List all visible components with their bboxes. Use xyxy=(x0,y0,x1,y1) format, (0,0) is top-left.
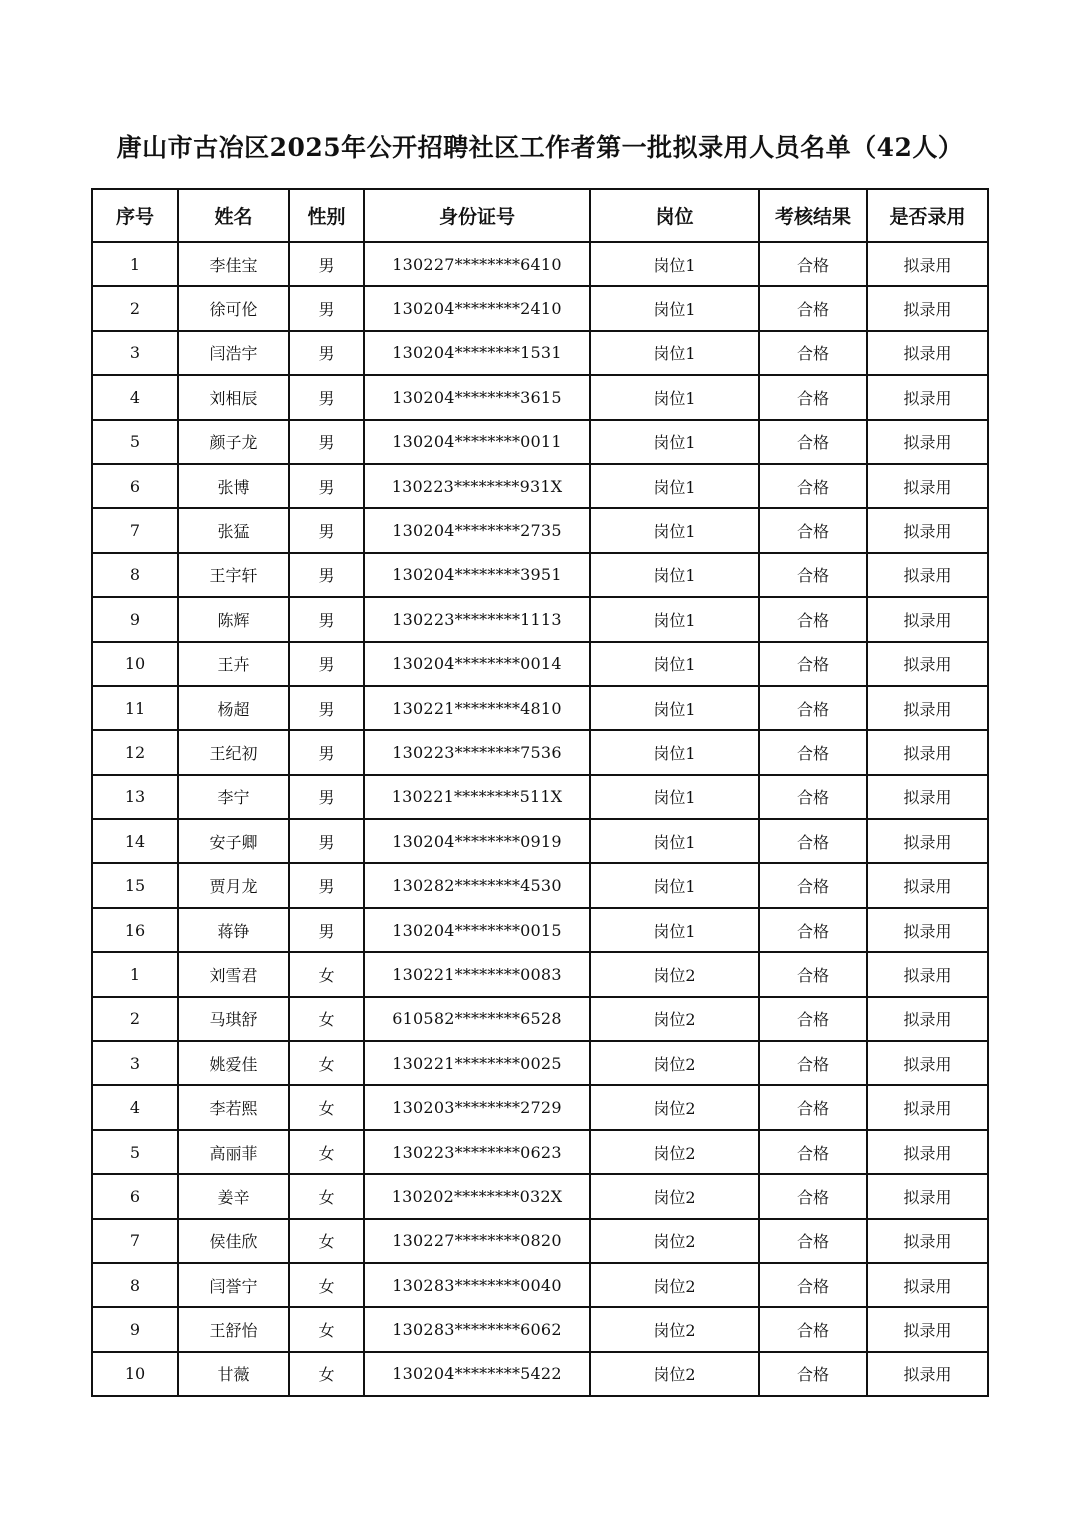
cell-seq: 7 xyxy=(92,1219,178,1263)
cell-hired: 拟录用 xyxy=(867,1085,988,1129)
cell-hired: 拟录用 xyxy=(867,375,988,419)
cell-hired: 拟录用 xyxy=(867,686,988,730)
cell-id-number: 130227********0820 xyxy=(364,1219,590,1263)
table-row xyxy=(92,730,988,774)
table-row xyxy=(92,242,988,286)
cell-name: 高丽菲 xyxy=(178,1130,289,1174)
table-row xyxy=(92,597,988,641)
cell-id-number: 610582********6528 xyxy=(364,997,590,1041)
cell-name: 杨超 xyxy=(178,686,289,730)
cell-assessment: 合格 xyxy=(759,819,867,863)
cell-gender: 男 xyxy=(289,286,364,330)
cell-hired: 拟录用 xyxy=(867,286,988,330)
table-row xyxy=(92,1041,988,1085)
table-row xyxy=(92,952,988,996)
cell-gender: 女 xyxy=(289,1085,364,1129)
cell-assessment: 合格 xyxy=(759,286,867,330)
cell-position: 岗位2 xyxy=(590,952,759,996)
cell-name: 侯佳欣 xyxy=(178,1219,289,1263)
cell-hired: 拟录用 xyxy=(867,908,988,952)
cell-seq: 10 xyxy=(92,1352,178,1396)
cell-gender: 女 xyxy=(289,1352,364,1396)
cell-name: 李佳宝 xyxy=(178,242,289,286)
cell-hired: 拟录用 xyxy=(867,331,988,375)
cell-id-number: 130227********6410 xyxy=(364,242,590,286)
cell-position: 岗位1 xyxy=(590,286,759,330)
cell-gender: 男 xyxy=(289,686,364,730)
cell-position: 岗位1 xyxy=(590,775,759,819)
cell-seq: 8 xyxy=(92,1263,178,1307)
cell-seq: 6 xyxy=(92,1174,178,1218)
cell-gender: 男 xyxy=(289,730,364,774)
cell-seq: 9 xyxy=(92,597,178,641)
cell-assessment: 合格 xyxy=(759,553,867,597)
table-row xyxy=(92,775,988,819)
cell-seq: 3 xyxy=(92,331,178,375)
cell-position: 岗位1 xyxy=(590,508,759,552)
cell-seq: 12 xyxy=(92,730,178,774)
cell-seq: 11 xyxy=(92,686,178,730)
header-assessment: 考核结果 xyxy=(759,189,867,242)
cell-assessment: 合格 xyxy=(759,686,867,730)
cell-position: 岗位1 xyxy=(590,375,759,419)
cell-id-number: 130204********2735 xyxy=(364,508,590,552)
cell-hired: 拟录用 xyxy=(867,508,988,552)
cell-name: 徐可伦 xyxy=(178,286,289,330)
cell-position: 岗位2 xyxy=(590,1263,759,1307)
cell-id-number: 130223********0623 xyxy=(364,1130,590,1174)
cell-position: 岗位2 xyxy=(590,997,759,1041)
cell-seq: 5 xyxy=(92,420,178,464)
cell-position: 岗位2 xyxy=(590,1041,759,1085)
cell-gender: 女 xyxy=(289,1174,364,1218)
cell-assessment: 合格 xyxy=(759,1174,867,1218)
cell-id-number: 130204********0011 xyxy=(364,420,590,464)
cell-name: 李若熙 xyxy=(178,1085,289,1129)
cell-hired: 拟录用 xyxy=(867,464,988,508)
cell-position: 岗位1 xyxy=(590,908,759,952)
cell-assessment: 合格 xyxy=(759,1263,867,1307)
cell-hired: 拟录用 xyxy=(867,819,988,863)
cell-id-number: 130283********0040 xyxy=(364,1263,590,1307)
cell-id-number: 130204********0015 xyxy=(364,908,590,952)
cell-assessment: 合格 xyxy=(759,730,867,774)
cell-hired: 拟录用 xyxy=(867,1130,988,1174)
cell-name: 王舒怡 xyxy=(178,1307,289,1351)
cell-gender: 女 xyxy=(289,1041,364,1085)
cell-gender: 女 xyxy=(289,1307,364,1351)
cell-name: 蒋铮 xyxy=(178,908,289,952)
cell-position: 岗位1 xyxy=(590,730,759,774)
cell-assessment: 合格 xyxy=(759,1085,867,1129)
cell-id-number: 130204********5422 xyxy=(364,1352,590,1396)
cell-seq: 13 xyxy=(92,775,178,819)
cell-name: 陈辉 xyxy=(178,597,289,641)
header-hired: 是否录用 xyxy=(867,189,988,242)
cell-assessment: 合格 xyxy=(759,863,867,907)
cell-id-number: 130204********2410 xyxy=(364,286,590,330)
cell-id-number: 130204********0919 xyxy=(364,819,590,863)
table-row xyxy=(92,553,988,597)
cell-hired: 拟录用 xyxy=(867,1352,988,1396)
table-row xyxy=(92,1219,988,1263)
cell-assessment: 合格 xyxy=(759,952,867,996)
cell-position: 岗位2 xyxy=(590,1174,759,1218)
cell-name: 张博 xyxy=(178,464,289,508)
header-seq: 序号 xyxy=(92,189,178,242)
cell-id-number: 130283********6062 xyxy=(364,1307,590,1351)
cell-assessment: 合格 xyxy=(759,375,867,419)
cell-position: 岗位1 xyxy=(590,553,759,597)
cell-id-number: 130204********1531 xyxy=(364,331,590,375)
cell-gender: 男 xyxy=(289,464,364,508)
cell-assessment: 合格 xyxy=(759,908,867,952)
cell-name: 张猛 xyxy=(178,508,289,552)
cell-hired: 拟录用 xyxy=(867,642,988,686)
cell-name: 刘雪君 xyxy=(178,952,289,996)
table-row xyxy=(92,908,988,952)
cell-hired: 拟录用 xyxy=(867,420,988,464)
cell-seq: 1 xyxy=(92,952,178,996)
header-position: 岗位 xyxy=(590,189,759,242)
cell-position: 岗位1 xyxy=(590,686,759,730)
header-name: 姓名 xyxy=(178,189,289,242)
cell-assessment: 合格 xyxy=(759,1219,867,1263)
cell-hired: 拟录用 xyxy=(867,242,988,286)
cell-name: 王纪初 xyxy=(178,730,289,774)
cell-position: 岗位2 xyxy=(590,1219,759,1263)
cell-id-number: 130221********0083 xyxy=(364,952,590,996)
cell-hired: 拟录用 xyxy=(867,997,988,1041)
cell-seq: 4 xyxy=(92,1085,178,1129)
cell-id-number: 130223********931X xyxy=(364,464,590,508)
cell-seq: 1 xyxy=(92,242,178,286)
cell-seq: 5 xyxy=(92,1130,178,1174)
cell-seq: 4 xyxy=(92,375,178,419)
cell-seq: 2 xyxy=(92,997,178,1041)
cell-seq: 15 xyxy=(92,863,178,907)
cell-assessment: 合格 xyxy=(759,331,867,375)
cell-name: 颜子龙 xyxy=(178,420,289,464)
cell-hired: 拟录用 xyxy=(867,1174,988,1218)
cell-name: 王卉 xyxy=(178,642,289,686)
cell-id-number: 130221********0025 xyxy=(364,1041,590,1085)
cell-seq: 2 xyxy=(92,286,178,330)
cell-name: 刘相辰 xyxy=(178,375,289,419)
table-row xyxy=(92,1174,988,1218)
cell-name: 马琪舒 xyxy=(178,997,289,1041)
cell-position: 岗位1 xyxy=(590,464,759,508)
cell-gender: 男 xyxy=(289,819,364,863)
cell-gender: 女 xyxy=(289,1130,364,1174)
cell-assessment: 合格 xyxy=(759,1307,867,1351)
cell-assessment: 合格 xyxy=(759,508,867,552)
cell-gender: 男 xyxy=(289,375,364,419)
cell-gender: 女 xyxy=(289,997,364,1041)
cell-gender: 男 xyxy=(289,331,364,375)
cell-name: 李宁 xyxy=(178,775,289,819)
table-row xyxy=(92,1085,988,1129)
roster-table xyxy=(91,188,989,1397)
table-body xyxy=(92,242,988,1396)
page-title: 唐山市古冶区2025年公开招聘社区工作者第一批拟录用人员名单（42人） xyxy=(116,133,964,162)
cell-id-number: 130223********7536 xyxy=(364,730,590,774)
cell-gender: 男 xyxy=(289,597,364,641)
cell-id-number: 130221********511X xyxy=(364,775,590,819)
cell-gender: 女 xyxy=(289,952,364,996)
cell-hired: 拟录用 xyxy=(867,1219,988,1263)
cell-id-number: 130221********4810 xyxy=(364,686,590,730)
cell-position: 岗位2 xyxy=(590,1130,759,1174)
cell-gender: 男 xyxy=(289,908,364,952)
cell-name: 王宇轩 xyxy=(178,553,289,597)
cell-assessment: 合格 xyxy=(759,464,867,508)
cell-hired: 拟录用 xyxy=(867,863,988,907)
cell-hired: 拟录用 xyxy=(867,1263,988,1307)
cell-hired: 拟录用 xyxy=(867,1307,988,1351)
cell-seq: 6 xyxy=(92,464,178,508)
cell-position: 岗位1 xyxy=(590,863,759,907)
cell-seq: 9 xyxy=(92,1307,178,1351)
cell-seq: 10 xyxy=(92,642,178,686)
table-row xyxy=(92,464,988,508)
cell-assessment: 合格 xyxy=(759,420,867,464)
cell-position: 岗位1 xyxy=(590,331,759,375)
cell-position: 岗位1 xyxy=(590,420,759,464)
cell-gender: 男 xyxy=(289,775,364,819)
header-id-number: 身份证号 xyxy=(364,189,590,242)
cell-hired: 拟录用 xyxy=(867,775,988,819)
cell-assessment: 合格 xyxy=(759,775,867,819)
cell-gender: 男 xyxy=(289,863,364,907)
cell-assessment: 合格 xyxy=(759,997,867,1041)
table-row xyxy=(92,1130,988,1174)
cell-gender: 男 xyxy=(289,642,364,686)
cell-name: 甘薇 xyxy=(178,1352,289,1396)
cell-hired: 拟录用 xyxy=(867,597,988,641)
cell-hired: 拟录用 xyxy=(867,730,988,774)
cell-name: 贾月龙 xyxy=(178,863,289,907)
table-row xyxy=(92,286,988,330)
cell-id-number: 130204********3615 xyxy=(364,375,590,419)
cell-name: 闫誉宁 xyxy=(178,1263,289,1307)
cell-seq: 8 xyxy=(92,553,178,597)
table-row xyxy=(92,997,988,1041)
table-header xyxy=(92,189,988,242)
header-row xyxy=(92,189,988,242)
table-row xyxy=(92,642,988,686)
cell-assessment: 合格 xyxy=(759,1041,867,1085)
cell-seq: 7 xyxy=(92,508,178,552)
table-row xyxy=(92,375,988,419)
cell-gender: 女 xyxy=(289,1263,364,1307)
cell-id-number: 130282********4530 xyxy=(364,863,590,907)
table-row xyxy=(92,331,988,375)
cell-gender: 男 xyxy=(289,242,364,286)
cell-name: 安子卿 xyxy=(178,819,289,863)
cell-hired: 拟录用 xyxy=(867,952,988,996)
table-row xyxy=(92,1263,988,1307)
cell-seq: 16 xyxy=(92,908,178,952)
header-gender: 性别 xyxy=(289,189,364,242)
cell-hired: 拟录用 xyxy=(867,1041,988,1085)
cell-assessment: 合格 xyxy=(759,1130,867,1174)
table-row xyxy=(92,686,988,730)
cell-id-number: 130202********032X xyxy=(364,1174,590,1218)
cell-seq: 14 xyxy=(92,819,178,863)
cell-assessment: 合格 xyxy=(759,642,867,686)
cell-seq: 3 xyxy=(92,1041,178,1085)
cell-position: 岗位2 xyxy=(590,1085,759,1129)
cell-gender: 女 xyxy=(289,1219,364,1263)
cell-position: 岗位1 xyxy=(590,642,759,686)
cell-name: 姜辛 xyxy=(178,1174,289,1218)
cell-id-number: 130223********1113 xyxy=(364,597,590,641)
table-row xyxy=(92,863,988,907)
cell-id-number: 130203********2729 xyxy=(364,1085,590,1129)
table-row xyxy=(92,420,988,464)
cell-name: 姚爱佳 xyxy=(178,1041,289,1085)
cell-position: 岗位2 xyxy=(590,1307,759,1351)
cell-position: 岗位2 xyxy=(590,1352,759,1396)
cell-id-number: 130204********3951 xyxy=(364,553,590,597)
cell-gender: 男 xyxy=(289,508,364,552)
cell-position: 岗位1 xyxy=(590,242,759,286)
cell-position: 岗位1 xyxy=(590,819,759,863)
table-row xyxy=(92,1307,988,1351)
table-row xyxy=(92,508,988,552)
cell-id-number: 130204********0014 xyxy=(364,642,590,686)
cell-position: 岗位1 xyxy=(590,597,759,641)
cell-assessment: 合格 xyxy=(759,597,867,641)
cell-assessment: 合格 xyxy=(759,242,867,286)
cell-assessment: 合格 xyxy=(759,1352,867,1396)
cell-gender: 男 xyxy=(289,420,364,464)
cell-gender: 男 xyxy=(289,553,364,597)
table-row xyxy=(92,1352,988,1396)
cell-name: 闫浩宇 xyxy=(178,331,289,375)
table-row xyxy=(92,819,988,863)
cell-hired: 拟录用 xyxy=(867,553,988,597)
